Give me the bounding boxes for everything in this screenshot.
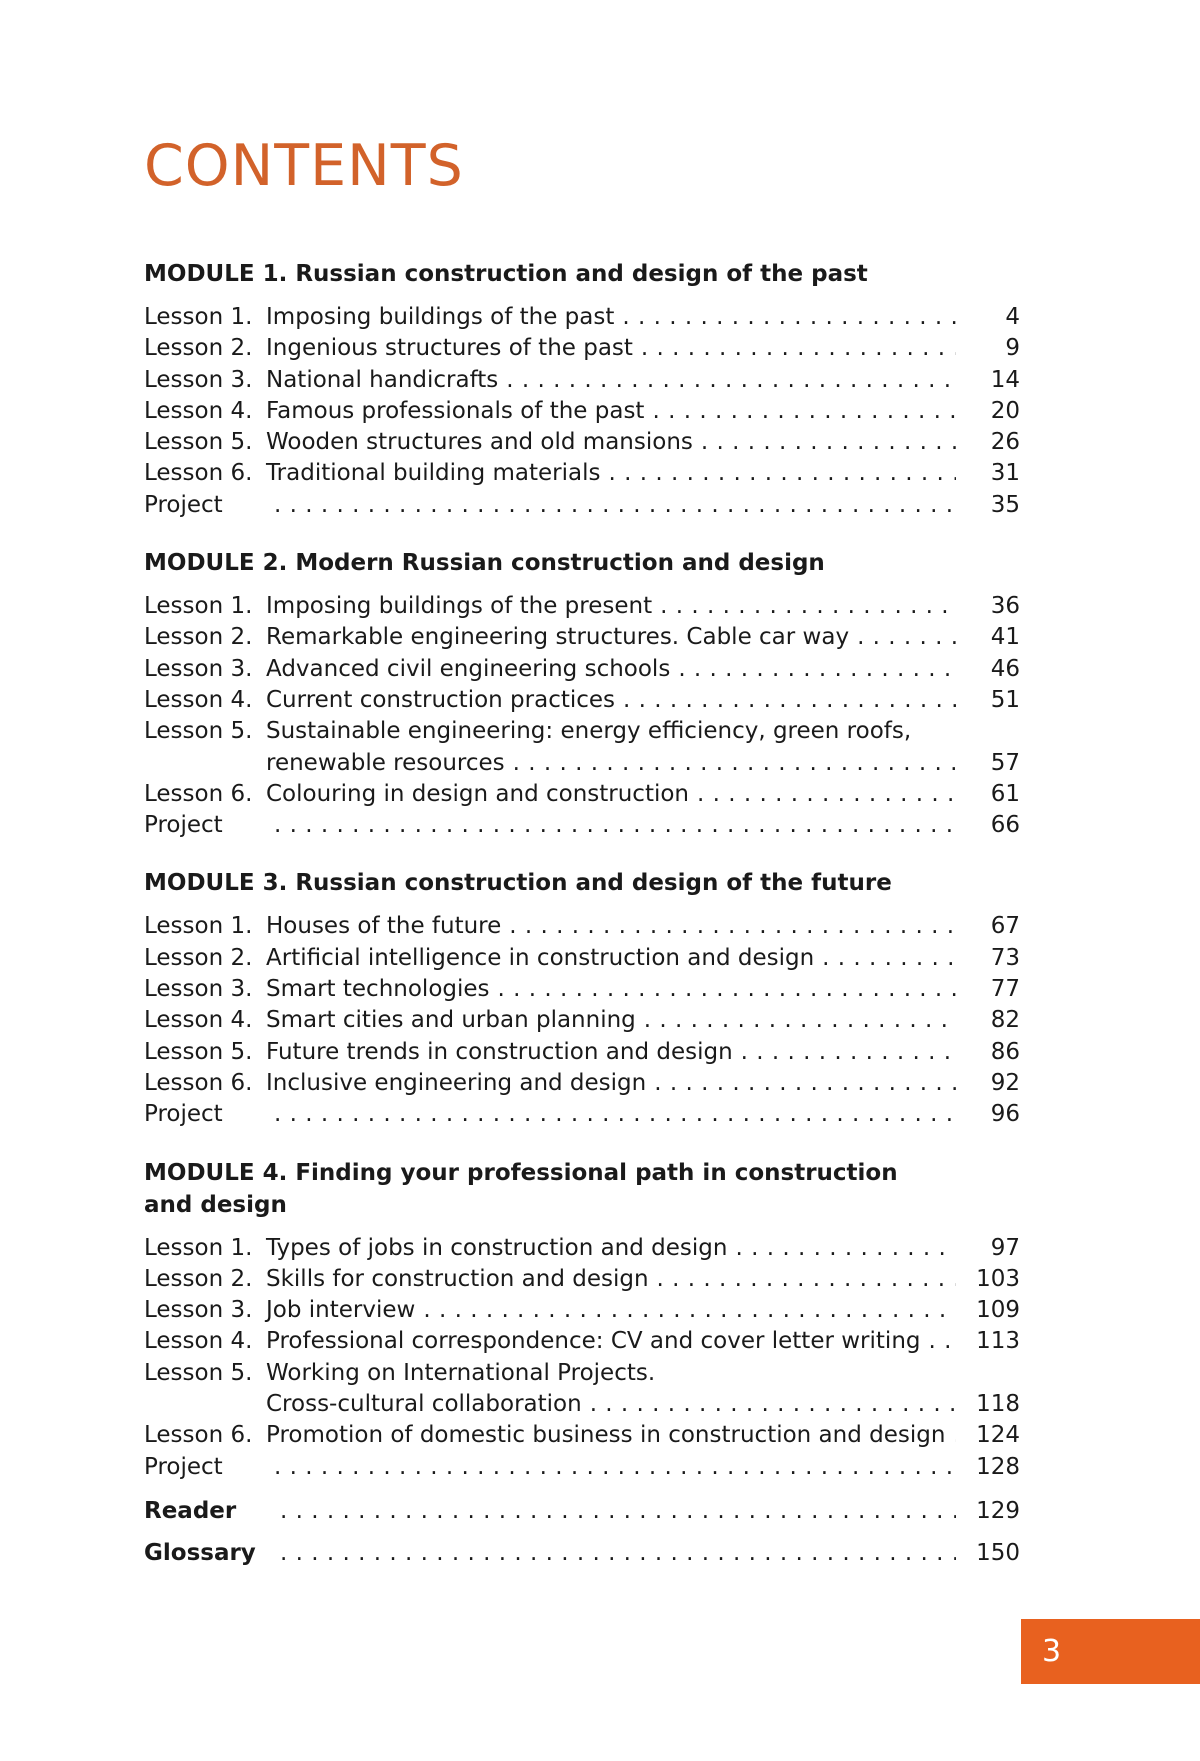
toc-extra-entry[interactable] — [144, 1493, 1020, 1529]
toc-entry-label: Lesson 4. — [144, 686, 253, 713]
toc-entry[interactable] — [144, 685, 1020, 716]
toc-entry-page: 61 — [990, 780, 1020, 807]
toc-entry-label: Lesson 2. — [144, 1265, 253, 1292]
toc-entry-title: Traditional building materials — [266, 460, 601, 487]
dot-leader — [274, 1099, 956, 1130]
toc-entry-page: 86 — [990, 1038, 1020, 1065]
page-number-tab — [1021, 1619, 1200, 1684]
toc-entry-label: Glossary — [144, 1539, 256, 1566]
toc-entry-page: 124 — [976, 1422, 1020, 1449]
toc-entry-label: Lesson 3. — [144, 366, 253, 393]
dot-leader — [274, 490, 956, 521]
toc-entry-title: Types of jobs in construction and design — [266, 1234, 728, 1261]
dot-leader — [929, 1326, 957, 1357]
dot-leader — [701, 427, 956, 458]
toc-entry-title: Remarkable engineering structures. Cable car way — [266, 624, 850, 651]
toc-entry[interactable] — [144, 1099, 1020, 1130]
toc-entry-title: Working on International Projects. — [266, 1359, 656, 1386]
toc-entry-label: Lesson 6. — [144, 460, 253, 487]
page-number: 3 — [1042, 1634, 1062, 1669]
dot-leader — [623, 685, 956, 716]
toc-entry-title: Imposing buildings of the present — [266, 593, 653, 620]
toc-entry-title: Ingenious structures of the past — [266, 335, 633, 362]
toc-entry-page: 128 — [976, 1453, 1020, 1480]
dot-leader — [274, 1452, 956, 1483]
toc-entry[interactable] — [144, 654, 1020, 685]
toc-entry-title: Artificial intelligence in construction and design — [266, 944, 815, 971]
toc-entry[interactable] — [144, 1295, 1020, 1326]
dot-leader — [622, 302, 956, 333]
dot-leader — [280, 1493, 956, 1529]
toc-entry-title: Imposing buildings of the past — [266, 304, 615, 330]
module-section — [144, 258, 1020, 521]
toc-entry-page: 35 — [990, 491, 1020, 518]
toc-entry-page: 67 — [990, 913, 1020, 940]
toc-entry-title: Smart cities and urban planning — [266, 1007, 636, 1034]
dot-leader — [513, 748, 956, 779]
toc-entry-title: Future trends in construction and design — [266, 1038, 733, 1065]
toc-entry-label: Lesson 6. — [144, 780, 253, 807]
toc-entry[interactable] — [144, 1037, 1020, 1068]
toc-entry-page: 77 — [990, 976, 1020, 1003]
dot-leader — [660, 591, 956, 622]
toc-entry-page: 41 — [990, 624, 1020, 651]
toc-entry[interactable] — [144, 365, 1020, 396]
module-heading-line: MODULE 4. Finding your professional path in construction — [144, 1159, 898, 1186]
dot-leader — [857, 622, 956, 653]
toc-entry-title: Cross-cultural collaboration — [266, 1391, 582, 1418]
module-heading-line: MODULE 2. Modern Russian construction and design — [144, 550, 825, 577]
toc-entry[interactable] — [144, 1389, 1020, 1420]
dot-leader — [697, 779, 956, 810]
module-heading — [144, 867, 1020, 899]
toc-entry[interactable] — [144, 716, 1020, 747]
dot-leader — [652, 396, 956, 427]
dot-leader — [678, 654, 956, 685]
dot-leader — [274, 810, 956, 841]
dot-leader — [423, 1295, 956, 1326]
toc-entry-label: Lesson 5. — [144, 718, 253, 745]
module-heading — [144, 1157, 1020, 1221]
toc-entry-title: Sustainable engineering: energy efficiency, green roofs, — [266, 718, 912, 745]
dot-leader — [498, 974, 956, 1005]
toc-entry[interactable] — [144, 622, 1020, 653]
dot-leader — [641, 333, 956, 364]
dot-leader — [509, 911, 956, 942]
toc-entry[interactable] — [144, 1233, 1020, 1264]
module-heading-line: MODULE 3. Russian construction and design of the future — [144, 870, 892, 897]
dot-leader — [608, 458, 956, 489]
toc-entry-page: 96 — [990, 1101, 1020, 1128]
toc-entry-label: Lesson 1. — [144, 913, 253, 940]
module-heading — [144, 258, 1020, 290]
toc-entry-title: National handicrafts — [266, 366, 499, 393]
module-section — [144, 1157, 1020, 1483]
dot-leader — [654, 1068, 956, 1099]
toc-entry-title: Current construction practices — [266, 686, 616, 713]
dot-leader — [822, 943, 956, 974]
toc-entry-page: 46 — [990, 655, 1020, 682]
toc-entry-page: 103 — [976, 1265, 1020, 1292]
toc-entry-page: 4 — [1005, 304, 1020, 330]
toc-entry-page: 31 — [990, 460, 1020, 487]
toc-entry-page: 129 — [976, 1497, 1020, 1524]
toc-entry-label: Project — [144, 1453, 223, 1480]
toc-entry[interactable] — [144, 1452, 1020, 1483]
toc-entry-label: Lesson 4. — [144, 397, 253, 424]
toc-entry[interactable] — [144, 810, 1020, 841]
toc-entry-label: Project — [144, 812, 223, 839]
dot-leader — [280, 1535, 956, 1571]
toc-entry-page: 36 — [990, 593, 1020, 620]
toc-entry-page: 9 — [1005, 335, 1020, 362]
toc-entry-title: Professional correspondence: CV and cover letter writing — [266, 1328, 921, 1355]
toc-entry-page: 26 — [990, 429, 1020, 456]
toc-entry-title: Wooden structures and old mansions — [266, 429, 693, 456]
page-title: CONTENTS — [144, 133, 464, 199]
toc-entry-label: Lesson 5. — [144, 1359, 253, 1386]
toc-entry[interactable] — [144, 1068, 1020, 1099]
toc-entry-label: Lesson 5. — [144, 429, 253, 456]
toc-entry-label: Lesson 2. — [144, 944, 253, 971]
toc-entry-label: Lesson 1. — [144, 593, 253, 620]
toc-entry-title: Inclusive engineering and design — [266, 1069, 647, 1096]
toc-entry-label: Reader — [144, 1497, 237, 1524]
toc-entry-label: Lesson 3. — [144, 1297, 253, 1324]
toc-entry[interactable] — [144, 911, 1020, 942]
toc-entry-title: Smart technologies — [266, 976, 490, 1003]
toc-entry-label: Lesson 5. — [144, 1038, 253, 1065]
toc-entry[interactable] — [144, 1420, 1020, 1451]
toc-entry-title: Famous professionals of the past — [266, 397, 645, 424]
toc-entry-label: Lesson 6. — [144, 1422, 253, 1449]
toc-entry[interactable] — [144, 591, 1020, 622]
module-section — [144, 547, 1020, 841]
toc-entry-page: 20 — [990, 397, 1020, 424]
toc-extra-entry[interactable] — [144, 1535, 1020, 1571]
dot-leader — [657, 1264, 956, 1295]
toc-entry-label: Lesson 4. — [144, 1007, 253, 1034]
toc-entry-label: Lesson 3. — [144, 655, 253, 682]
toc-entry-page: 73 — [990, 944, 1020, 971]
dot-leader — [741, 1037, 956, 1068]
toc-entry-title: Promotion of domestic business in construction and design — [266, 1422, 946, 1449]
toc-entry[interactable] — [144, 396, 1020, 427]
toc-entry-label: Lesson 3. — [144, 976, 253, 1003]
toc-entry-page: 109 — [976, 1297, 1020, 1324]
toc-entry[interactable] — [144, 302, 1020, 333]
module-heading-line: and design — [144, 1191, 287, 1218]
toc-entry-page: 66 — [990, 812, 1020, 839]
toc-entry-page: 82 — [990, 1007, 1020, 1034]
toc-entry-label: Project — [144, 1101, 223, 1128]
dot-leader — [953, 1420, 956, 1451]
table-of-contents — [144, 258, 1020, 1571]
toc-entry[interactable] — [144, 1326, 1020, 1357]
toc-entry-page: 14 — [990, 366, 1020, 393]
toc-entry[interactable] — [144, 1264, 1020, 1295]
toc-entry-page: 51 — [990, 686, 1020, 713]
toc-entry-page: 113 — [976, 1328, 1020, 1355]
toc-entry-title: Houses of the future — [266, 913, 502, 940]
toc-entry-title: renewable resources — [266, 749, 505, 776]
toc-entry[interactable] — [144, 490, 1020, 521]
toc-entry[interactable] — [144, 748, 1020, 779]
toc-entry-label: Lesson 2. — [144, 624, 253, 651]
toc-entry-page: 150 — [976, 1539, 1020, 1566]
toc-entry-title: Advanced civil engineering schools — [266, 655, 671, 682]
toc-entry-page: 118 — [976, 1391, 1020, 1418]
dot-leader — [590, 1389, 956, 1420]
toc-entry[interactable] — [144, 779, 1020, 810]
toc-entry-label: Lesson 4. — [144, 1328, 253, 1355]
toc-entry[interactable] — [144, 333, 1020, 364]
module-section — [144, 867, 1020, 1130]
module-heading-line: MODULE 1. Russian construction and design of the past — [144, 261, 868, 287]
toc-entry[interactable] — [144, 974, 1020, 1005]
toc-entry-page: 92 — [990, 1069, 1020, 1096]
dot-leader — [735, 1233, 956, 1264]
toc-entry[interactable] — [144, 458, 1020, 489]
module-heading — [144, 547, 1020, 579]
dot-leader — [644, 1005, 956, 1036]
toc-entry-page: 97 — [990, 1234, 1020, 1261]
toc-entry[interactable] — [144, 1358, 1020, 1389]
toc-entry-label: Lesson 1. — [144, 1234, 253, 1261]
toc-entry-title: Colouring in design and construction — [266, 780, 690, 807]
toc-entry-label: Lesson 1. — [144, 304, 253, 330]
toc-entry[interactable] — [144, 1005, 1020, 1036]
toc-entry-title: Skills for construction and design — [266, 1265, 649, 1292]
toc-entry-label: Project — [144, 491, 223, 518]
toc-entry[interactable] — [144, 427, 1020, 458]
toc-entry[interactable] — [144, 943, 1020, 974]
toc-entry-label: Lesson 2. — [144, 335, 253, 362]
dot-leader — [506, 365, 956, 396]
toc-entry-title: Job interview — [266, 1297, 416, 1324]
toc-entry-label: Lesson 6. — [144, 1069, 253, 1096]
toc-entry-page: 57 — [990, 749, 1020, 776]
